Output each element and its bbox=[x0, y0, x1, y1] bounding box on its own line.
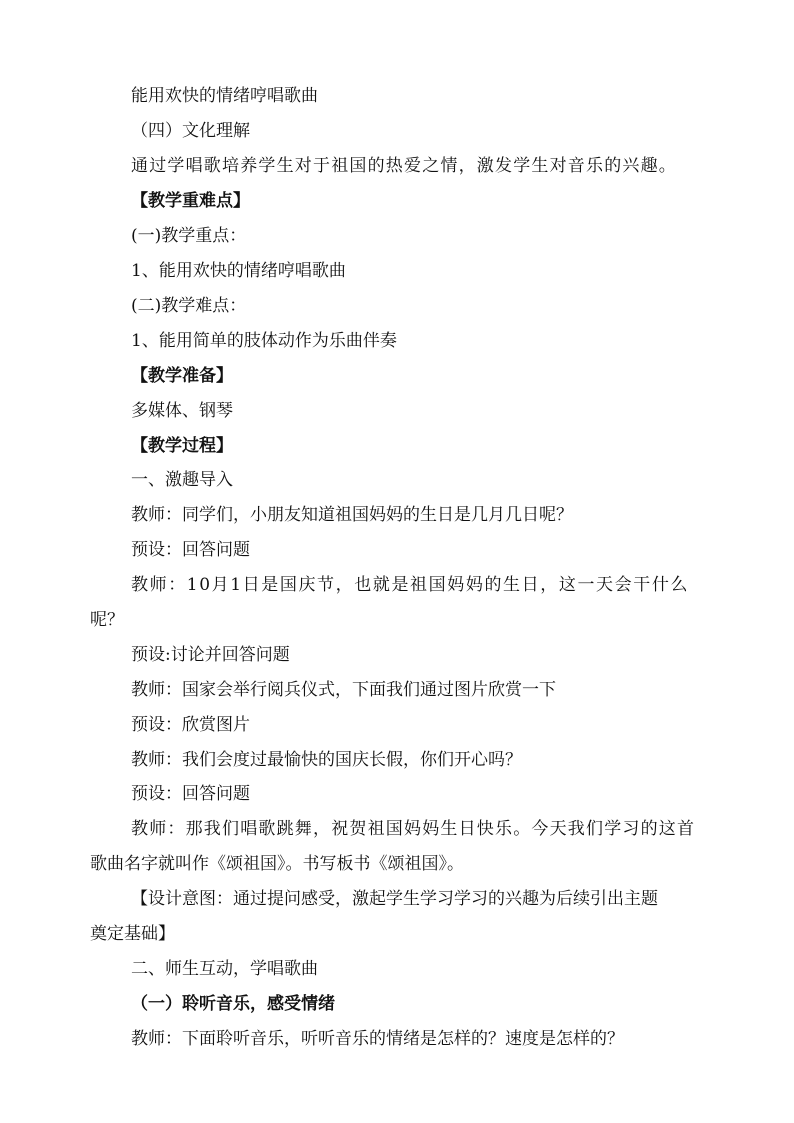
text-line: 教师：10月1日是国庆节，也就是祖国妈妈的生日，这一天会干什么 bbox=[131, 575, 690, 595]
section-heading: 【教学重难点】 bbox=[131, 191, 250, 211]
text-line: 预设:讨论并回答问题 bbox=[131, 645, 290, 665]
section-heading: 【教学准备】 bbox=[131, 366, 233, 386]
subsection-heading: (二)教学难点： bbox=[131, 296, 247, 316]
text-line: 多媒体、钢琴 bbox=[131, 401, 233, 421]
section-heading: （四）文化理解 bbox=[131, 121, 250, 141]
text-line: 预设：欣赏图片 bbox=[131, 715, 250, 735]
design-intent-note: 【设计意图：通过提问感受，激起学生学习学习的兴趣为后续引出主题 bbox=[131, 889, 658, 909]
design-intent-note: 奠定基础】 bbox=[90, 924, 175, 944]
text-line: 1、能用简单的肢体动作为乐曲伴奏 bbox=[131, 331, 397, 351]
text-line: 歌曲名字就叫作《颂祖国》。书写板书《颂祖国》。 bbox=[90, 854, 464, 874]
text-line: 教师：下面聆听音乐，听听音乐的情绪是怎样的？速度是怎样的？ bbox=[131, 1029, 624, 1049]
text-line: 通过学唱歌培养学生对于祖国的热爱之情，激发学生对音乐的兴趣。 bbox=[131, 156, 677, 176]
subsection-heading: （一）聆听音乐，感受情绪 bbox=[131, 994, 335, 1014]
subsection-heading: (一)教学重点： bbox=[131, 226, 247, 246]
text-line: 呢？ bbox=[90, 610, 124, 630]
text-line: 教师：国家会举行阅兵仪式，下面我们通过图片欣赏一下 bbox=[131, 680, 556, 700]
text-line: 1、能用欢快的情绪哼唱歌曲 bbox=[131, 261, 346, 281]
text-line: 预设：回答问题 bbox=[131, 540, 250, 560]
subsection-heading: 一、激趣导入 bbox=[131, 470, 233, 490]
text-line: 教师：同学们，小朋友知道祖国妈妈的生日是几月几日呢？ bbox=[131, 505, 573, 525]
section-heading: 二、师生互动，学唱歌曲 bbox=[131, 959, 318, 979]
text-line: 预设：回答问题 bbox=[131, 784, 250, 804]
text-line: 教师：我们会度过最愉快的国庆长假，你们开心吗？ bbox=[131, 750, 522, 770]
section-heading: 【教学过程】 bbox=[131, 436, 233, 456]
text-line: 能用欢快的情绪哼唱歌曲 bbox=[131, 86, 318, 106]
text-line: 教师：那我们唱歌跳舞，祝贺祖国妈妈生日快乐。今天我们学习的这首 bbox=[131, 819, 696, 839]
